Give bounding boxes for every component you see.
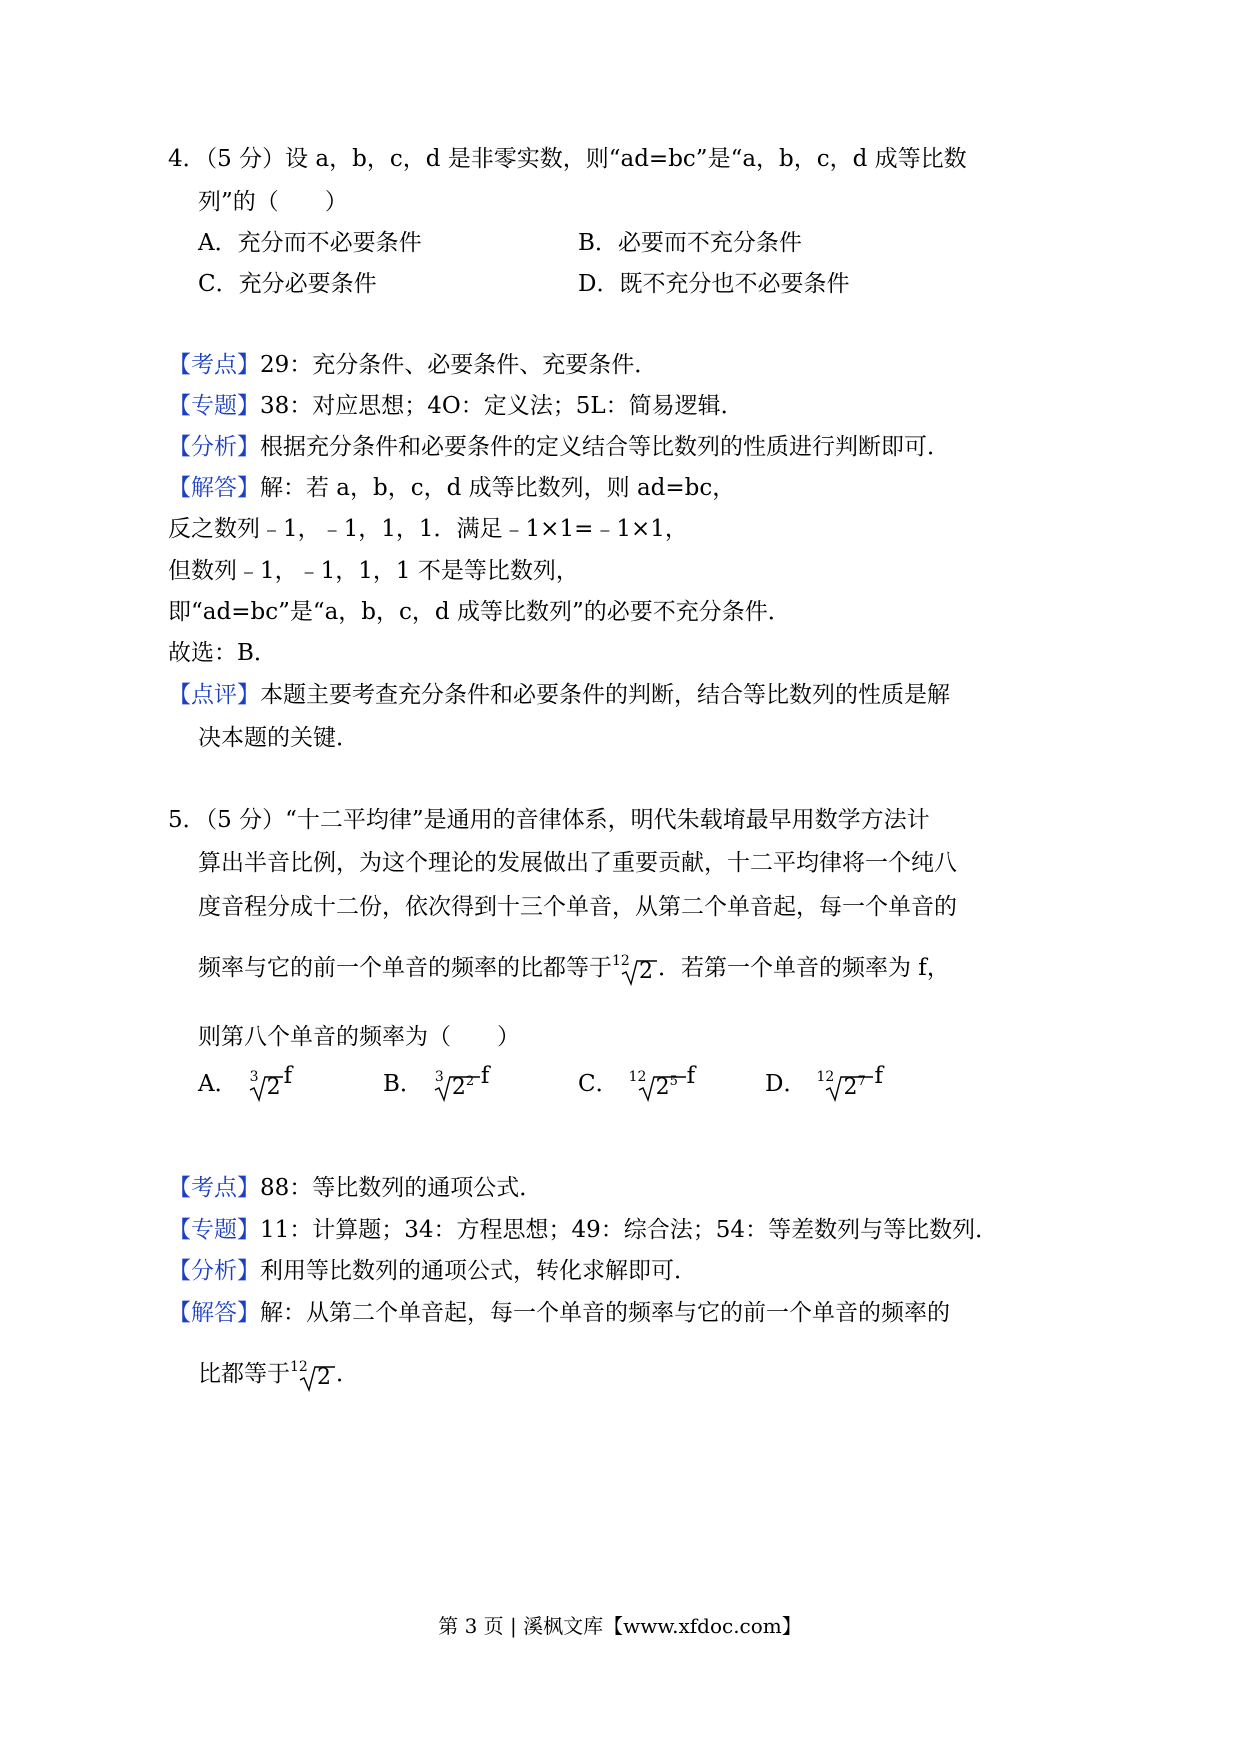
q5-option-c-suffix: f [686, 1063, 696, 1089]
q5-jieda-line2-pre: 比都等于 [198, 1361, 290, 1387]
q5-option-b-root [433, 1068, 481, 1102]
q4-fenxi-tag: 【分析】 [168, 434, 260, 460]
q4-jieda-line1: 解：若 a，b，c，d 成等比数列，则 ad=bc， [260, 475, 736, 501]
q5-jieda-tag: 【解答】 [168, 1300, 260, 1326]
twelfth-root-of-two [612, 952, 658, 986]
root-radicand: 2 [317, 1365, 331, 1390]
q5-stem-line4-post: ．若第一个单音的频率为 f， [658, 955, 950, 981]
q4-kaodian-text: 29：充分条件、必要条件、充要条件． [260, 352, 658, 378]
q5-kaodian-tag: 【考点】 [168, 1175, 260, 1201]
q4-dianping-line2: 决本题的关键． [198, 725, 359, 751]
q4-stem-line2: 列”的（ ） [198, 189, 348, 215]
q5-stem-line4-pre: 频率与它的前一个单音的频率的比都等于 [198, 955, 612, 981]
q5-zhuanti-text: 11：计算题；34：方程思想；49：综合法；54：等差数列与等比数列． [260, 1217, 999, 1243]
q5-fenxi-text: 利用等比数列的通项公式，转化求解即可． [260, 1258, 697, 1284]
root-index: 12 [290, 1359, 308, 1375]
q4-option-b: B．必要而不充分条件 [578, 230, 802, 256]
q5-option-d-root [816, 1068, 874, 1102]
q5-stem-line1: 5．（5 分）“十二平均律”是通用的音律体系，明代朱载堉最早用数学方法计 [168, 807, 930, 833]
q4-stem-line1: 4．（5 分）设 a，b，c，d 是非零实数，则“ad=bc”是“a，b，c，d 成等比数 [168, 146, 967, 172]
q4-kaodian [168, 350, 657, 380]
q5-jieda-line1: 解：从第二个单音起，每一个单音的频率与它的前一个单音的频率的 [260, 1300, 950, 1326]
q4-option-a: A．充分而不必要条件 [198, 230, 422, 256]
radicand-exponent: 5 [669, 1074, 678, 1089]
q4-jieda-line4: 即“ad=bc”是“a，b，c，d 成等比数列”的必要不充分条件． [168, 599, 791, 625]
q5-kaodian [168, 1173, 542, 1203]
radicand-exponent: 7 [857, 1074, 866, 1089]
q5-stem-line2: 算出半音比例，为这个理论的发展做出了重要贡献，十二平均律将一个纯八 [198, 850, 957, 876]
root-radicand: 2 [639, 959, 653, 984]
q5-jieda [168, 1298, 950, 1328]
q4-jieda-tag: 【解答】 [168, 475, 260, 501]
q5-option-b-suffix: f [480, 1063, 490, 1089]
q5-option-c-label: C． [578, 1071, 619, 1097]
root-radicand: 2 [266, 1075, 281, 1100]
q5-option-a [198, 1063, 293, 1102]
root-index: 12 [612, 953, 630, 969]
q5-option-a-root [248, 1068, 284, 1102]
q4-option-d: D．既不充分也不必要条件 [578, 271, 850, 297]
q4-jieda-line5: 故选：B． [168, 640, 277, 666]
q5-option-c-root [629, 1068, 687, 1102]
q4-jieda-line2: 反之数列﹣1，﹣1，1，1．满足﹣1×1=﹣1×1， [168, 516, 688, 542]
q5-jieda-line2 [198, 1358, 359, 1392]
q5-option-d [765, 1063, 883, 1102]
q5-kaodian-text: 88：等比数列的通项公式． [260, 1175, 543, 1201]
radicand-base: 2 [843, 1075, 858, 1100]
q4-dianping-line1: 本题主要考查充分条件和必要条件的判断，结合等比数列的性质是解 [260, 682, 950, 708]
q5-option-a-suffix: f [283, 1063, 293, 1089]
q4-zhuanti-text: 38：对应思想；4O：定义法；5L：简易逻辑． [260, 393, 744, 419]
q4-jieda-line3: 但数列﹣1，﹣1，1，1 不是等比数列， [168, 558, 579, 584]
q4-kaodian-tag: 【考点】 [168, 352, 260, 378]
q5-option-d-suffix: f [874, 1063, 883, 1089]
q4-dianping [168, 680, 950, 710]
q4-dianping-tag: 【点评】 [168, 682, 260, 708]
q4-zhuanti [168, 391, 744, 421]
q5-zhuanti [168, 1215, 998, 1245]
q5-stem-line3: 度音程分成十二份，依次得到十三个单音，从第二个单音起，每一个单音的 [198, 894, 957, 920]
radicand-base: 2 [451, 1075, 466, 1100]
q5-fenxi [168, 1256, 697, 1286]
page-footer: 第 3 页 | 溪枫文库【www.xfdoc.com】 [438, 1614, 802, 1638]
root-index: 12 [816, 1069, 835, 1085]
q5-option-b [383, 1063, 490, 1102]
q5-jieda-line2-post: ． [336, 1361, 359, 1387]
root-radicand [843, 1076, 865, 1103]
q5-stem-line5: 则第八个单音的频率为（ ） [198, 1024, 520, 1050]
q5-fenxi-tag: 【分析】 [168, 1258, 260, 1284]
q4-zhuanti-tag: 【专题】 [168, 393, 260, 419]
twelfth-root-of-two [290, 1358, 336, 1392]
root-radicand [452, 1076, 474, 1103]
q4-fenxi [168, 432, 950, 462]
q5-option-b-label: B． [383, 1071, 423, 1097]
root-index: 3 [249, 1069, 259, 1085]
q5-stem-line4 [198, 952, 950, 986]
radicand-base: 2 [655, 1075, 670, 1100]
q5-option-c [578, 1063, 696, 1102]
q5-option-d-label: D． [765, 1071, 807, 1097]
q5-option-a-label: A． [198, 1071, 238, 1097]
root-index: 12 [628, 1069, 647, 1085]
q5-zhuanti-tag: 【专题】 [168, 1217, 260, 1243]
root-radicand [656, 1076, 678, 1103]
root-index: 3 [434, 1069, 444, 1085]
q4-option-c: C．充分必要条件 [198, 271, 377, 297]
q4-jieda [168, 473, 735, 503]
radicand-exponent: 2 [465, 1074, 475, 1089]
q4-fenxi-text: 根据充分条件和必要条件的定义结合等比数列的性质进行判断即可． [260, 434, 950, 460]
